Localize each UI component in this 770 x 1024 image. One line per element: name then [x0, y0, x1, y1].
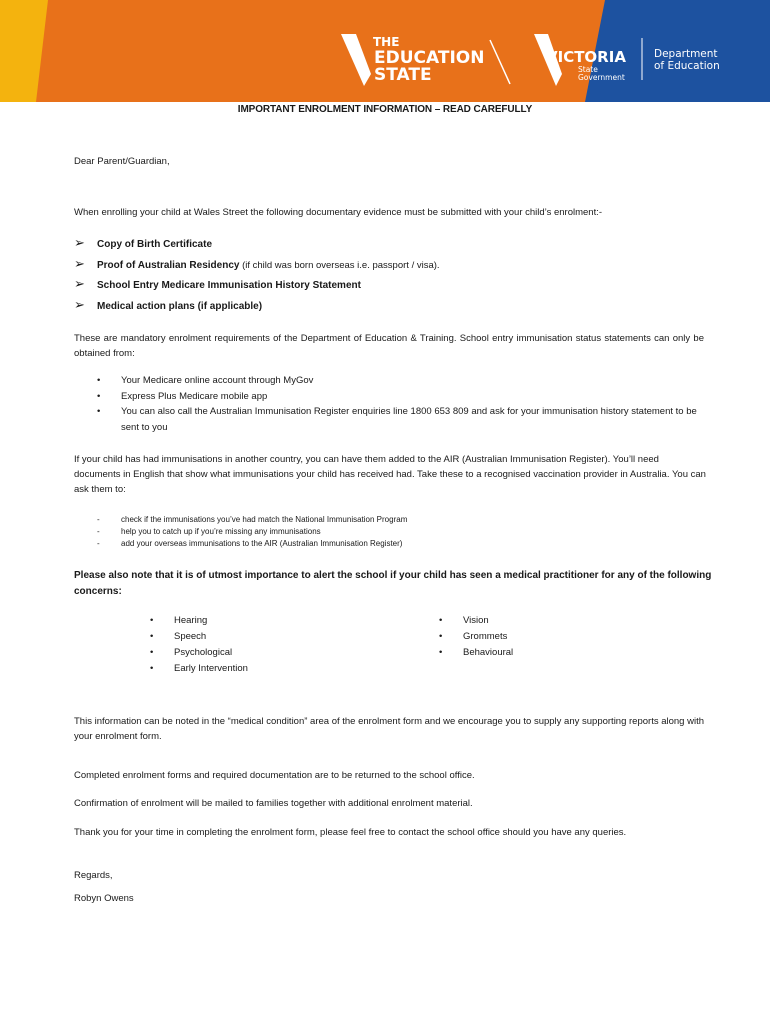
concerns-list-left [150, 613, 248, 677]
immunisation-sources-list [97, 373, 707, 435]
list-item: • Speech [150, 631, 207, 642]
svg-text:STATE: STATE [374, 65, 432, 85]
list-item: • Early Intervention [150, 663, 248, 674]
header-banner [0, 0, 770, 102]
svg-text:State: State [578, 65, 598, 74]
required-documents-list [74, 236, 704, 318]
list-item: ➢ School Entry Medicare Immunisation History Statement [74, 276, 361, 291]
concerns-note: Please also note that it is of utmost importance to alert the school if your child has seen a medical practitioner for any of the following concerns: [74, 570, 712, 597]
list-item: - add your overseas immunisations to the AIR (Australian Immunisation Register) [97, 539, 403, 548]
return-paragraph: Completed enrolment forms and required documentation are to be returned to the school office. [74, 770, 475, 781]
regards-line: Regards, [74, 870, 113, 881]
list-item: - help you to catch up if you’re missing any immunisations [97, 527, 321, 536]
list-item: ➢ Copy of Birth Certificate [74, 235, 213, 250]
svg-text:THE: THE [373, 35, 400, 49]
arrow-bullet-icon: ➢ [74, 235, 85, 250]
svg-text:EDUCATION: EDUCATION [374, 48, 485, 68]
arrow-bullet-icon: ➢ [74, 276, 85, 291]
svg-text:Department: Department [654, 48, 718, 60]
svg-text:Government: Government [578, 73, 625, 82]
intro-paragraph: When enrolling your child at Wales Street the following documentary evidence must be submitted with your child’s enrolment:- [74, 207, 603, 218]
list-item: ➢ Proof of Australian Residency (if child was born overseas i.e. passport / visa). [74, 255, 440, 271]
medical-condition-paragraph: This information can be noted in the “medical condition” area of the enrolment form and we encourage you to supply any supporting reports along with your enrolment form. [74, 716, 705, 742]
svg-text:of Education: of Education [654, 60, 720, 72]
list-item: ➢ Medical action plans (if applicable) [74, 296, 263, 312]
list-item: • Your Medicare online account through MyGov [97, 375, 314, 386]
arrow-bullet-icon: ➢ [74, 255, 85, 271]
list-item: - check if the immunisations you’ve had match the National Immunisation Program [97, 515, 408, 524]
svg-text:VICTORIA: VICTORIA [546, 48, 626, 66]
list-item: • Grommets [439, 631, 508, 642]
confirmation-paragraph: Confirmation of enrolment will be mailed to families together with additional enrolment material. [74, 798, 473, 809]
thanks-paragraph: Thank you for your time in completing the enrolment form, please feel free to contact the school office should you have any queries. [74, 827, 627, 838]
list-item: • Hearing [150, 615, 208, 626]
mandatory-paragraph: These are mandatory enrolment requirements of the Department of Education & Training. School entry immunisation status statements can only be obtained from: [74, 333, 704, 359]
overseas-paragraph: If your child has had immunisations in another country, you can have them added to the AIR (Australian Immunisation Register). You’ll need documents in English that show what immunisations your child has received had. Take these to a recognised vaccination provider in Australia. You can ask them to: [74, 454, 706, 495]
salutation: Dear Parent/Guardian, [74, 156, 170, 167]
banner-graphic [0, 0, 770, 102]
signatory-name: Robyn Owens [74, 893, 134, 904]
list-item: • Express Plus Medicare mobile app [97, 390, 268, 402]
page-title: IMPORTANT ENROLMENT INFORMATION – READ CAREFULLY [237, 104, 533, 115]
list-item: • You can also call the Australian Immunisation Register enquiries line 1800 653 809 and ask for your immunisation history statement to be sent to you [97, 406, 697, 433]
list-item: • Vision [439, 615, 489, 626]
overseas-steps-list [97, 514, 407, 550]
concerns-list-right [439, 613, 513, 661]
list-item: • Psychological [150, 647, 233, 658]
list-item: • Behavioural [439, 647, 514, 658]
arrow-bullet-icon: ➢ [74, 296, 85, 312]
